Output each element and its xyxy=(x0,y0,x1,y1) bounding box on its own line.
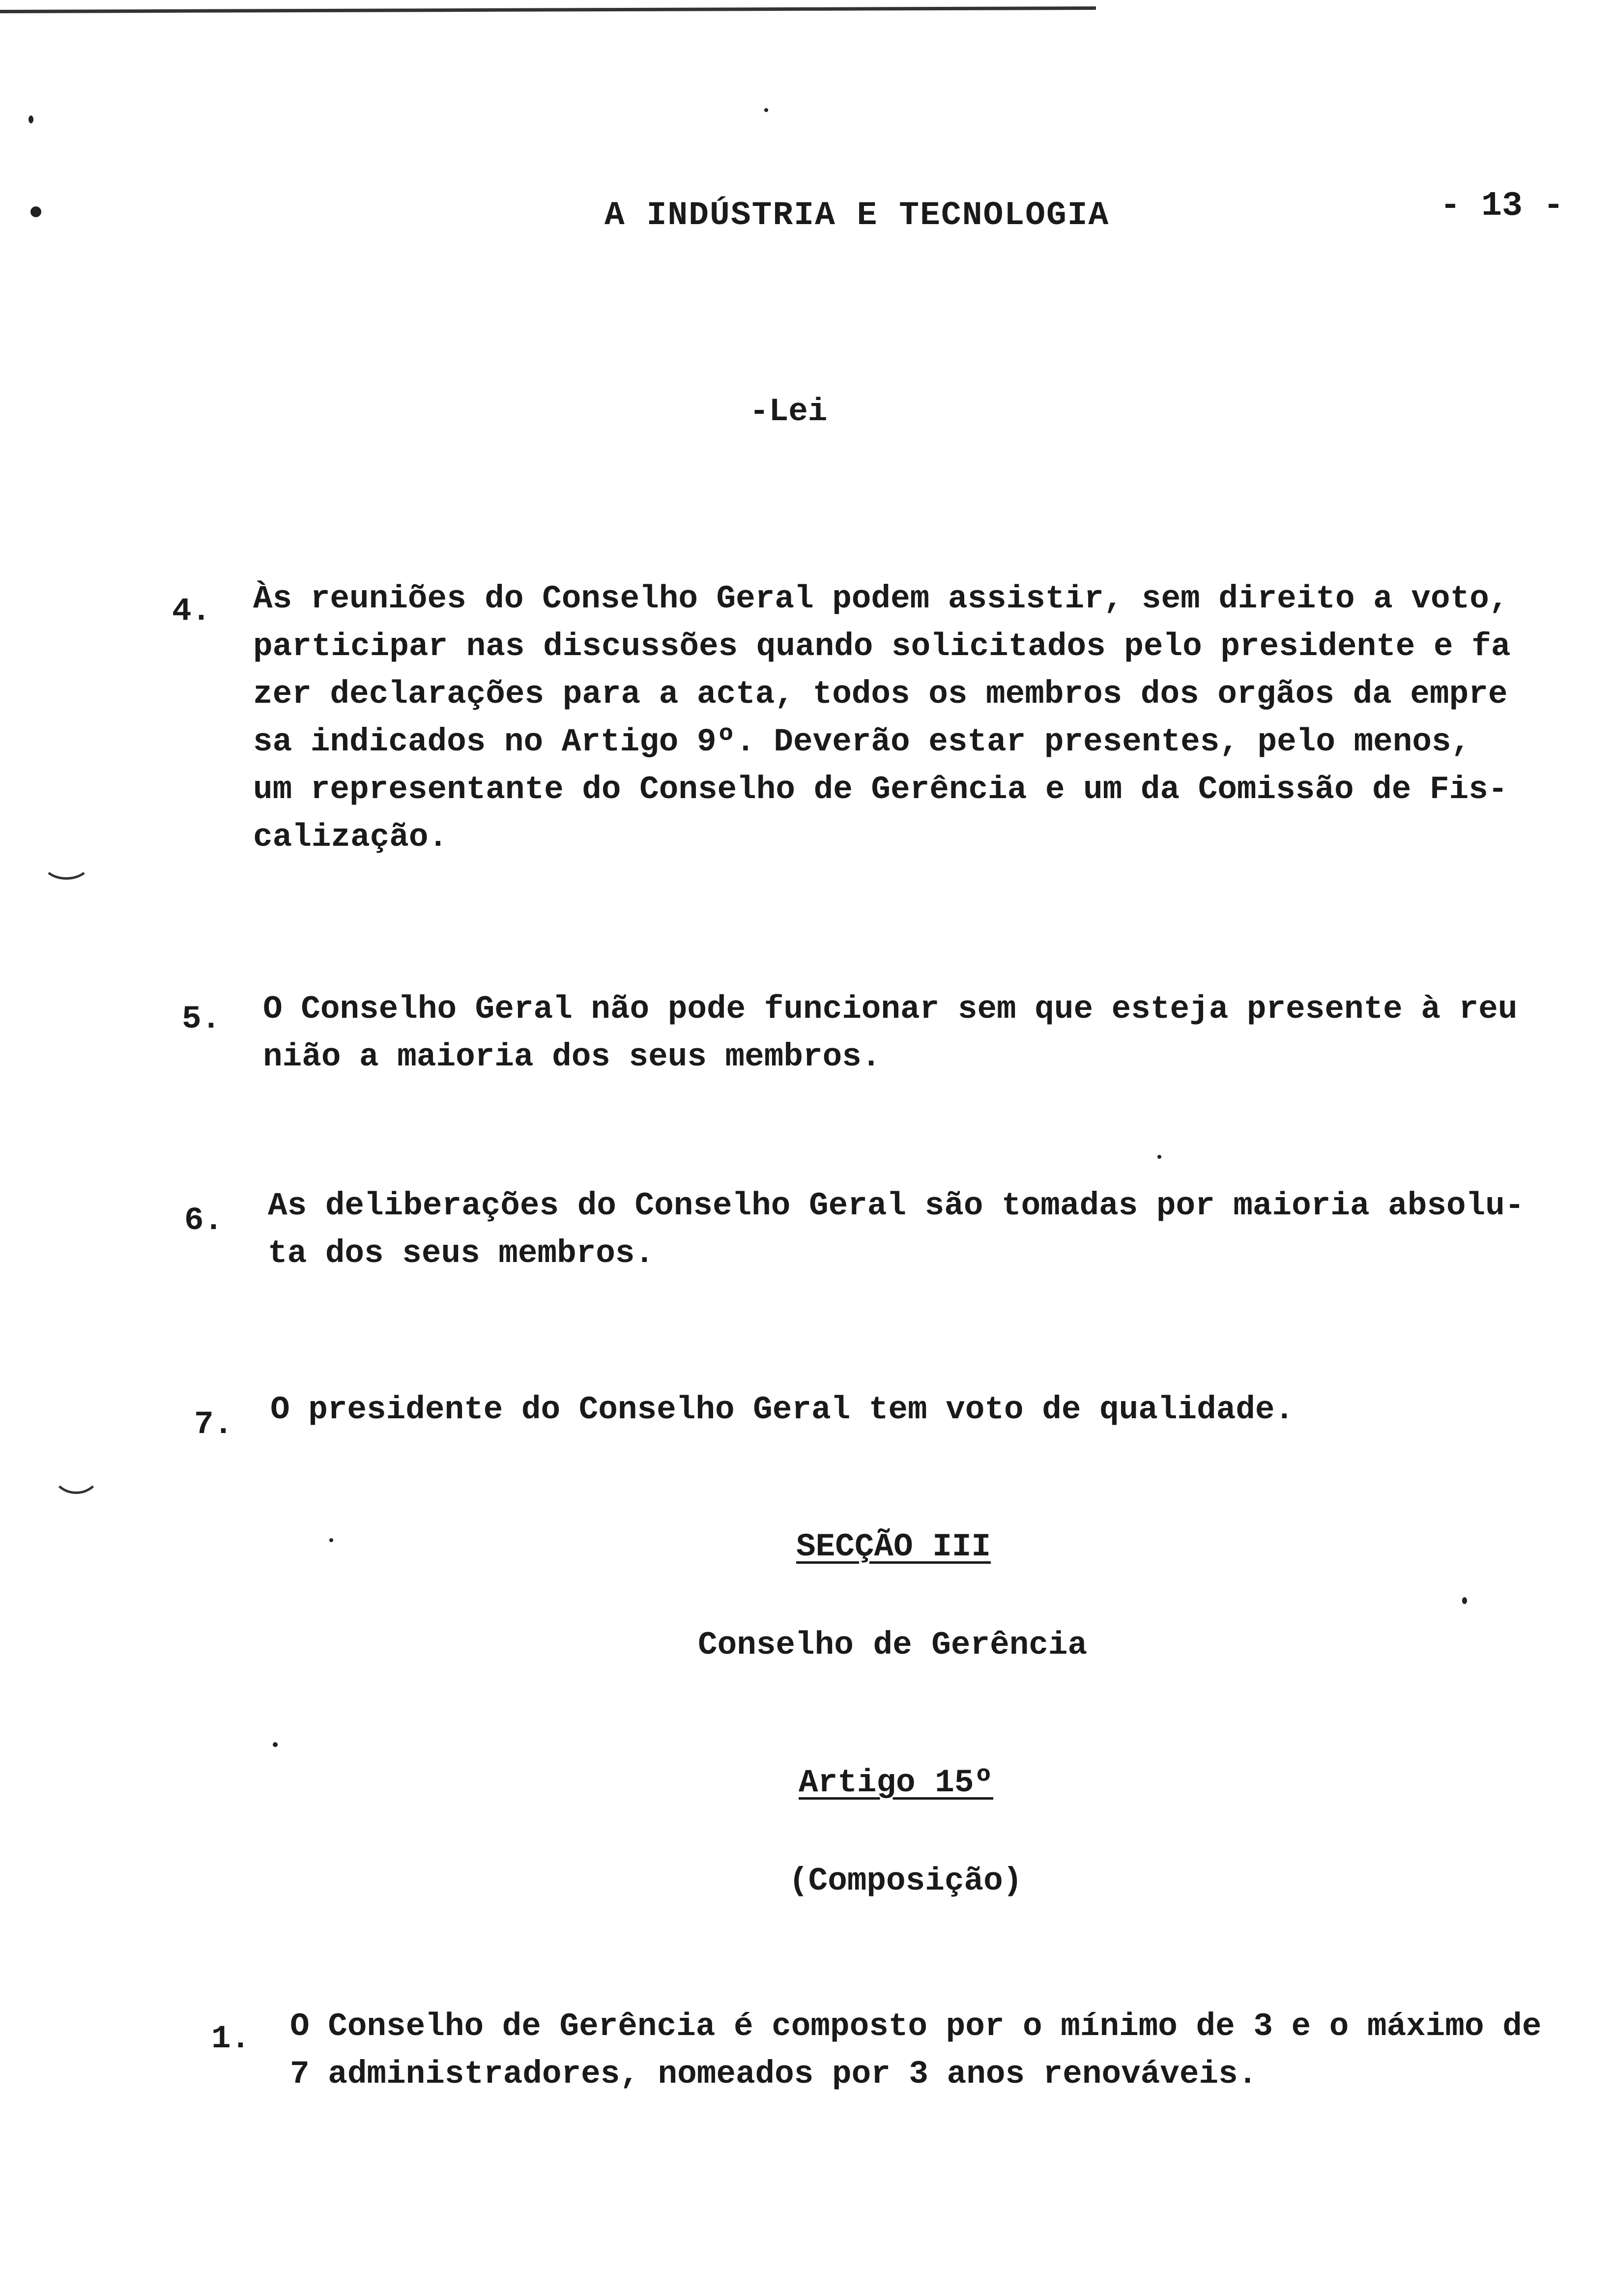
list-item-number: 7. xyxy=(194,1406,233,1443)
article-subject: (Composição) xyxy=(789,1863,1023,1899)
list-item-text: Às reuniões do Conselho Geral podem assistir, sem direito a voto, participar nas discussões quando solicitados pelo presidente e fa zer declarações para a acta, todos os membros dos orgãos da empre sa indicados no Artigo 9º. Deverão estar presentes, pelo menos, um representante do Conselho de Gerência e um da Comissão de Fis- calização. xyxy=(253,580,1511,856)
top-rule xyxy=(0,6,1096,13)
scan-speck xyxy=(329,1538,333,1542)
section-subheading: Conselho de Gerência xyxy=(698,1627,1088,1664)
list-item-number: 1. xyxy=(211,2020,251,2057)
list-item-text: O Conselho de Gerência é composto por o mínimo de 3 e o máximo de 7 administradores, nomeados por 3 anos renováveis. xyxy=(290,2008,1542,2093)
scan-speck xyxy=(1157,1155,1161,1159)
scan-speck xyxy=(30,206,41,217)
article-heading: Artigo 15º xyxy=(799,1764,994,1801)
list-item-number: 4. xyxy=(172,593,211,630)
section-label: -Lei xyxy=(749,393,828,430)
scan-speck xyxy=(764,108,768,112)
list-item-text: O Conselho Geral não pode funcionar sem que esteja presente à reu nião a maioria dos seus membros. xyxy=(263,991,1518,1075)
scan-speck xyxy=(1462,1597,1467,1604)
section-heading: SECÇÃO III xyxy=(796,1528,991,1565)
scan-arc-mark xyxy=(52,1450,101,1494)
scan-speck xyxy=(273,1742,278,1747)
scan-speck xyxy=(29,115,33,123)
list-item-text: As deliberações do Conselho Geral são tomadas por maioria absolu- ta dos seus membros. xyxy=(268,1187,1525,1272)
list-item-text: O presidente do Conselho Geral tem voto de qualidade. xyxy=(270,1391,1295,1428)
running-header-title: A INDÚSTRIA E TECNOLOGIA xyxy=(604,197,1110,234)
list-item-number: 5. xyxy=(182,1001,221,1037)
list-item-number: 6. xyxy=(184,1202,224,1239)
scan-arc-mark xyxy=(42,845,91,880)
page-number: - 13 - xyxy=(1440,187,1564,226)
